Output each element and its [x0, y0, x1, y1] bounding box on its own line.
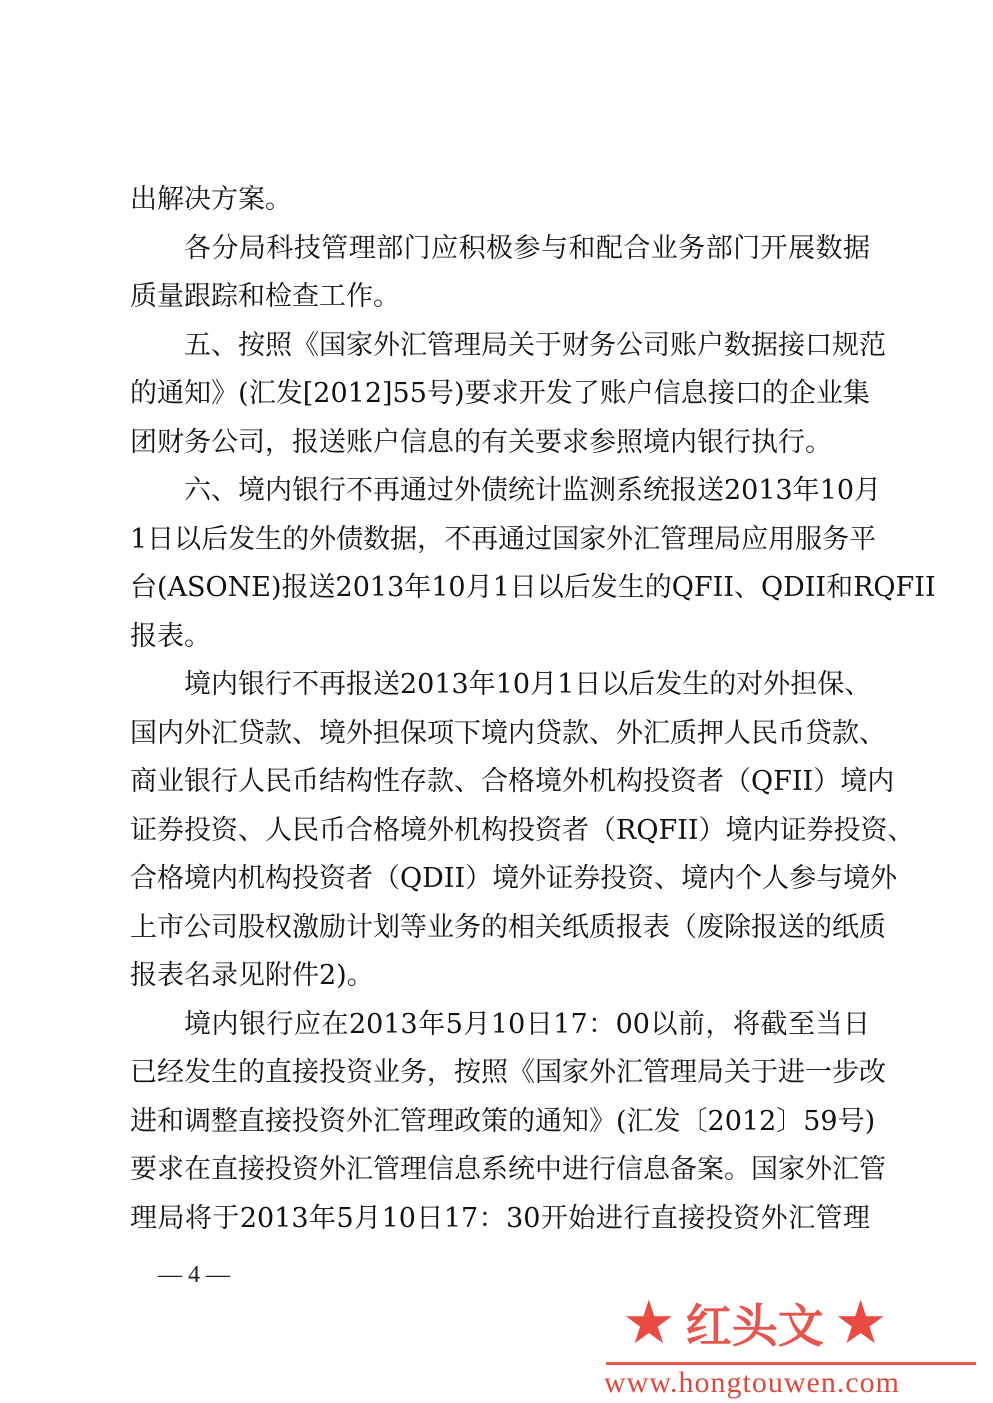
text-line: 商业银行人民币结构性存款、合格境外机构投资者（QFII）境内 — [130, 766, 895, 797]
watermark-url: www.hongtouwen.com — [604, 1366, 901, 1399]
text-line: 上市公司股权激励计划等业务的相关纸质报表（废除报送的纸质 — [130, 911, 886, 943]
text-line: 1日以后发生的外债数据，不再通过国家外汇管理局应用服务平 — [130, 523, 877, 555]
text-line: 报表名录见附件2)。 — [130, 960, 374, 991]
star-icon: ★ — [622, 1288, 676, 1358]
text-line: 合格境内机构投资者（QDII）境外证券投资、境内个人参与境外 — [130, 863, 898, 894]
text-line: 进和调整直接投资外汇管理政策的通知》(汇发〔2012〕59号) — [130, 1105, 876, 1137]
text-line: 出解决方案。 — [130, 184, 292, 215]
text-line: 已经发生的直接投资业务，按照《国家外汇管理局关于进一步改 — [130, 1057, 886, 1088]
text-line: 证券投资、人民币合格境外机构投资者（RQFII）境内证券投资、 — [130, 814, 915, 846]
watermark-title-row — [622, 1288, 888, 1358]
text-line: 的通知》(汇发[2012]55号)要求开发了账户信息接口的企业集 — [130, 378, 870, 409]
text-line: 国内外汇贷款、境外担保项下境内贷款、外汇质押人民币贷款、 — [130, 717, 886, 749]
text-line: 台(ASONE)报送2013年10月1日以后发生的QFII、QDII和RQFII — [130, 572, 936, 603]
watermark-logo — [600, 1280, 993, 1403]
watermark-divider — [606, 1362, 976, 1365]
text-line: 五、按照《国家外汇管理局关于财务公司账户数据接口规范 — [184, 329, 886, 361]
watermark-title: 红头文 — [685, 1299, 824, 1353]
star-icon: ★ — [833, 1288, 888, 1358]
text-line: 质量跟踪和检查工作。 — [130, 281, 400, 312]
text-line: 理局将于2013年5月10日17：30开始进行直接投资外汇管理 — [130, 1202, 870, 1234]
text-line: 境内银行应在2013年5月10日17：00以前，将截至当日 — [184, 1008, 870, 1040]
text-line: 各分局科技管理部门应积极参与和配合业务部门开展数据 — [184, 232, 870, 264]
text-line: 团财务公司，报送账户信息的有关要求参照境内银行执行。 — [130, 426, 832, 458]
text-line: 境内银行不再报送2013年10月1日以后发生的对外担保、 — [184, 669, 872, 700]
text-line: 要求在直接投资外汇管理信息系统中进行信息备案。国家外汇管 — [130, 1154, 886, 1185]
page-number: — 4 — — [158, 1262, 230, 1288]
body-text — [130, 176, 936, 1243]
text-line: 报表。 — [130, 620, 211, 652]
text-line: 六、境内银行不再通过外债统计监测系统报送2013年10月 — [184, 475, 882, 506]
